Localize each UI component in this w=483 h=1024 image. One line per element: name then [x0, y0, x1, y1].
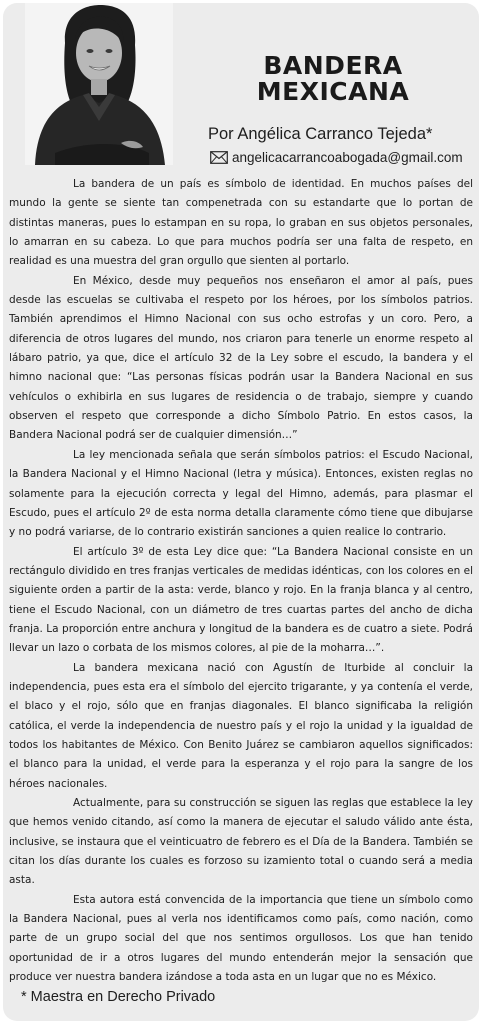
author-byline: Por Angélica Carranco Tejeda*: [208, 125, 433, 143]
author-email[interactable]: angelicacarrancoabogada@gmail.com: [232, 150, 463, 165]
paragraph: La ley mencionada señala que serán símbolos patrios: el Escudo Nacional, la Bandera Nacional y el Himno Nacional (letra y música). Entonces, existen reglas no solamente para la ejecución correcta y legal del Himno, además, para plasmar el Escudo, pues el artículo 2º de esta norma detalla claramente cómo tiene que dibujarse y no podrá variarse, de lo contrario existirán sanciones a quien realice lo contrario.: [9, 448, 473, 539]
article-card: [3, 3, 479, 1021]
envelope-icon: [210, 151, 228, 164]
author-portrait-image: [25, 3, 173, 165]
paragraph: En México, desde muy pequeños nos enseñaron el amor al país, pues desde las escuelas se cultivaba el respeto por los héroes, por los símbolos patrios. También aprendimos el Himno Nacional con sus ocho estrofas y un coro. Pero, a diferencia de otros lugares del mundo, nos criaron para tenerle un enorme respeto al lábaro patrio, ya que, dice el artículo 32 de la Ley sobre el escudo, la bandera y el himno nacional que: “Las personas físicas podrán usar la Bandera Nacional en sus vehículos o exhibirla en sus lugares de residencia o de trabajo, siempre y cuando observen el respeto que corresponde a dicho Símbolo Patrio. En estos casos, la Bandera Nacional podrá ser de cualquier dimensión…”: [9, 274, 473, 442]
paragraph: Actualmente, para su construcción se siguen las reglas que establece la ley que hemos venido citando, así como la manera de ejecutar el saludo válido ante ésta, inclusive, se instaura que el veinticuatro de febrero es el Día de la Bandera. También se citan los días durante los cuales es forzoso su izamiento total o cuando será a media asta.: [9, 797, 473, 887]
title-line-1: BANDERA: [263, 51, 403, 80]
article-title: [233, 53, 433, 105]
title-line-2: MEXICANA: [256, 77, 410, 106]
paragraph: La bandera de un país es símbolo de identidad. En muchos países del mundo la gente se siente tan compenetrada con su estandarte que lo portan de distintas maneras, pues lo estampan en su ropa, lo graban en sus objetos personales, lo amarran en su cabeza. Lo que para muchos podría ser una falta de respeto, en realidad es una muestra del gran orgullo que sienten al portarlo.: [9, 178, 473, 268]
email-row[interactable]: [210, 150, 463, 165]
article-body: [9, 175, 473, 987]
paragraph: Esta autora está convencida de la importancia que tiene un símbolo como la Bandera Nacional, pues al verla nos identificamos como país, como nación, como parte de un grupo social del que nos sentimos orgullosos. Los que han tenido oportunidad de ir a otros lugares del mundo entenderán mejor la sensación que produce ver nuestra bandera izándose a toda asta en un lugar que no es México.: [9, 893, 473, 984]
author-photo: [25, 3, 173, 165]
author-footnote: * Maestra en Derecho Privado: [21, 989, 216, 1005]
paragraph: La bandera mexicana nació con Agustín de Iturbide al concluir la independencia, pues esta era el símbolo del ejercito trigarante, y ya contenía el verde, el blaco y el rojo, sólo que en franjas diagonales. El blanco significaba la religión católica, el verde la independencia de nuestro país y el rojo la unidad y la igualdad de todos los habitantes de México. Con Benito Juárez se cambiaron aquellos significados: el blanco para la unidad, el verde para la esperanza y el rojo para la sangre de los héroes nacionales.: [9, 661, 473, 790]
paragraph: El artículo 3º de esta Ley dice que: “La Bandera Nacional consiste en un rectángulo dividido en tres franjas verticales de medidas idénticas, con los colores en el siguiente orden a partir de la asta: verde, blanco y rojo. En la franja blanca y al centro, tiene el Escudo Nacional, con un diámetro de tres cuartas partes del ancho de dicha franja. La proporción entre anchura y longitud de la bandera es de cuatro a siete. Podrá llevar un lazo o corbata de los mismos colores, al pie de la moharra…”.: [9, 545, 473, 655]
